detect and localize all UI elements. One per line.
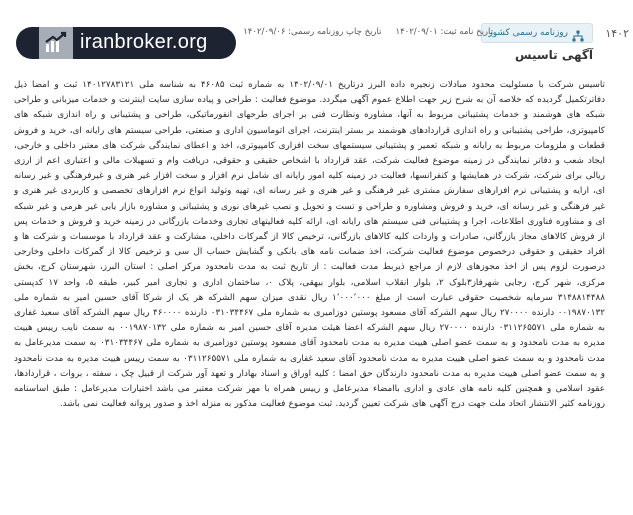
notice-title: آگهی تاسیس (514, 48, 593, 62)
dates-row (243, 27, 493, 37)
registration-date: تاریخ نامه ثبت: ۱۴۰۲/۰۹/۰۱ (395, 27, 493, 37)
chart-arrow-icon (39, 27, 73, 59)
print-date: تاریخ چاپ روزنامه رسمی: ۱۴۰۲/۰۹/۰۶ (243, 27, 382, 37)
iranbroker-logo[interactable] (16, 27, 236, 59)
logo-text: iranbroker.org (80, 31, 208, 53)
official-gazette-badge[interactable] (481, 23, 593, 43)
notice-body: تاسیس شرکت با مسئولیت محدود مبادلات زنجیره داده البرز درتاریخ ۱۴۰۲/۰۹/۰۱ به شماره ثبت ۴۶۰۸۵ به شناسه ملی ۱۴۰۱۲۷۸۳۱۲۱ ثبت و امضا ذیل دفاترتکمیل گردیده که خلاصه آن به شرح زیر جهت اطلاع عموم آگهی میگردد. موضوع فعالیت : طراحی و پیاده سازی سایت اینترنت و خدمات میزبانی و طراحی شبکه های هوشمند و خدمات پشتیبانی مربوط به آنها، مشاوره ونظارت فنی بر اجرای طرحهای انفورماتیکی، طراحی و پشتیبانی و راه اندازی شبکه های کامپیوتری، طراحی پشتیبانی و راه اندازی قراردادهای هوشمند بر بستر اینترنت، اجرای اتوماسیون اداری و صنعتی، طراحی سیستم های رایانه ای، خرید و فروش قطعات و ملزومات مربوط به رایانه و شبکه تعمیر و پشتیبانی سیستمهای سخت افزاری کامپیوتری، اخذ و اعطای نمایندگی شرکت های معتبر داخلی و خارجی، ایجاد شعب و دفاتر نمایندگی در زمینه موضوع فعالیت شرکت، عقد قرارداد با اشخاص حقیقی و حقوقی، دریافت وام و تسهیلات مالی و اعتباری اعم از ارزی ریالی برای شرکت، شرکت در همایشها و کنفرانسها، فعالیت در زمینه کلیه امور رایانه ای شامل نرم افزار و سخت افزار غیر هنری و غیرفرهنگی و غیر رسانه ای، ارایه و پشتیبانی نرم افزارهای سفارش مشتری غیر فرهنگی و غیر هنری و غیر رسانه ای، تهیه وتولید انواع نرم افزارهای تخصصی و کاربردی غیر هنری و غیر فرهنگی و غیر رسانه ای، خرید و فروش ومشاوره و طراحی و تست و تحویل و نصب غیرهای نوری و پشتیبانی و مشاوره بازار یابی غیر هرمی و غیر شبکه ای و مشاوره فناوری اطلاعات، اجرا و پشتیبانی فنی سیستم های رایانه ای، ارائه کلیه فعالیتهای تجاری وخدمات بازرگانی در زمینه خرید و فروش و خدمات پس از فروش کالاهای مجاز بازرگانی، صادرات و واردات کلیه کالاهای بازرگانی، ترخیص کالا از گمرکات داخلی، مشارکت و عقد قرارداد با موسسات و شرکت ها و افراد حقیقی و حقوقی درخصوص موضوع فعالیت شرکت، اخذ ضمانت نامه های بانکی و گشایش حساب ال سی و ترخیص کالا از گمرکات داخلی وخارجی درصورت لزوم پس از اخذ مجوزهای لازم از مراجع ذیربط مدت فعالیت : از تاریخ ثبت به مدت نامحدود مرکز اصلی : استان البرز، شهرستان کرج، بخش مرکزی، شهر کرج، رجایی شهرفاز۳بلوک ۲، بلوار انقلاب اسلامی، بلوار بیهقی، پلاک ۰، ساختمان اداری و تجاری امیر کبیر، طبقه ۵، واحد ۱۷ کدپستی ۳۱۴۸۸۱۴۴۸۸ سرمایه شخصیت حقوقی عبارت است از مبلغ ۱٬۰۰۰٬۰۰۰ ریال نقدی میزان سهم الشرکه هر یک از شرکا آقای حسین امیر به شماره ملی ۰۰۱۹۸۷۰۱۳۲ دارنده ۲۷۰۰۰۰ ریال سهم الشرکه آقای مسعود پوستین دوزامیری به شماره ملی ۰۳۱۰۳۴۴۶۷ دارنده ۴۶۰۰۰۰ ریال سهم الشرکه آقای سعید غفاری به شماره ملی ۰۳۱۱۲۶۵۵۷۱ دارنده ۲۷۰۰۰۰ ریال سهم الشرکه اعضا هیئت مدیره آقای حسین امیر به شماره ملی ۰۰۱۹۸۷۰۱۳۲ به سمت نایب رییس هییت مدیره به مدت نامحدود و به سمت عضو اصلی هییت مدیره به مدت نامحدود آقای مسعود پوستین دوزامیری به شماره ملی ۰۳۱۰۳۴۴۶۷ به سمت مدیرعامل به مدت نامحدود و به سمت عضو اصلی هییت مدیره به مدت نامحدود آقای سعید غفاری به شماره ملی ۰۳۱۱۲۶۵۵۷۱ به سمت رییس هییت مدیره به مدت نامحدود و به سمت عضو اصلی هییت مدیره به مدت نامحدود دارندگان حق امضا : کلیه اوراق و اسناد بهادار و تعهد آور شرکت از قبیل چک ، سفته ، بروات ، قراردادها، عقود اسلامی و همچنین کلیه نامه های عادی و اداری باامضاء مدیرعامل و رییس همراه با مهر شرکت معتبر می باشد اختیارات مدیرعامل : طبق اساسنامه روزنامه کثیر الانتشار اتحاد ملت جهت درج آگهی های شرکت تعیین گردید. ثبت موضوع فعالیت مذکور به منزله اخذ و صدور پروانه فعالیت نمی باشد. (14, 80, 606, 410)
badge-label: روزنامه رسمی کشور (488, 28, 568, 38)
issue-code: ۱۴۰۲ (605, 27, 629, 40)
sitemap-icon (572, 27, 584, 39)
